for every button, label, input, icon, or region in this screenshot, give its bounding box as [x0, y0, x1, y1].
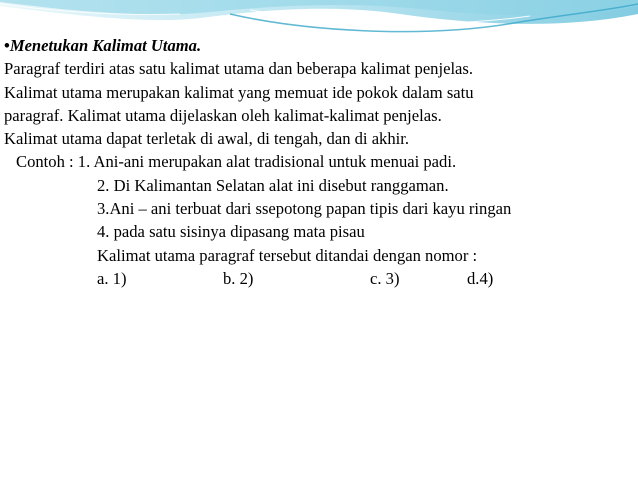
- example-item-4: 4. pada satu sisinya dipasang mata pisau: [97, 222, 365, 242]
- paragraph-line-3: paragraf. Kalimat utama dijelaskan oleh kalimat-kalimat penjelas.: [4, 105, 442, 125]
- option-a: a. 1): [97, 268, 127, 288]
- paragraph-line-1: Paragraf terdiri atas satu kalimat utama dan beberapa kalimat penjelas.: [4, 59, 474, 79]
- bullet-icon: •: [4, 36, 10, 55]
- slide-content: [4, 34, 636, 290]
- option-c: c. 3): [370, 268, 400, 288]
- example-label: Contoh :: [16, 152, 78, 172]
- paragraph-line-2: Kalimat utama merupakan kalimat yang memuat ide pokok dalam satu: [4, 82, 474, 102]
- paragraph-line-4: Kalimat utama dapat terletak di awal, di tengah, dan di akhir.: [4, 129, 410, 149]
- option-d: d.4): [467, 268, 494, 288]
- example-item-3: 3.Ani – ani terbuat dari ssepotong papan tipis dari kayu ringan: [97, 199, 512, 219]
- example-item-1: 1. Ani-ani merupakan alat tradisional untuk menuai padi.: [77, 152, 457, 172]
- example-line-1: [4, 150, 636, 173]
- answer-options: [4, 267, 636, 290]
- title-text: Menetukan Kalimat Utama.: [9, 36, 202, 55]
- question-text: Kalimat utama paragraf tersebut ditandai dengan nomor :: [97, 245, 478, 265]
- example-item-2: 2. Di Kalimantan Selatan alat ini disebut ranggaman.: [97, 175, 449, 195]
- option-b: b. 2): [223, 268, 254, 288]
- slide-title: [4, 34, 636, 57]
